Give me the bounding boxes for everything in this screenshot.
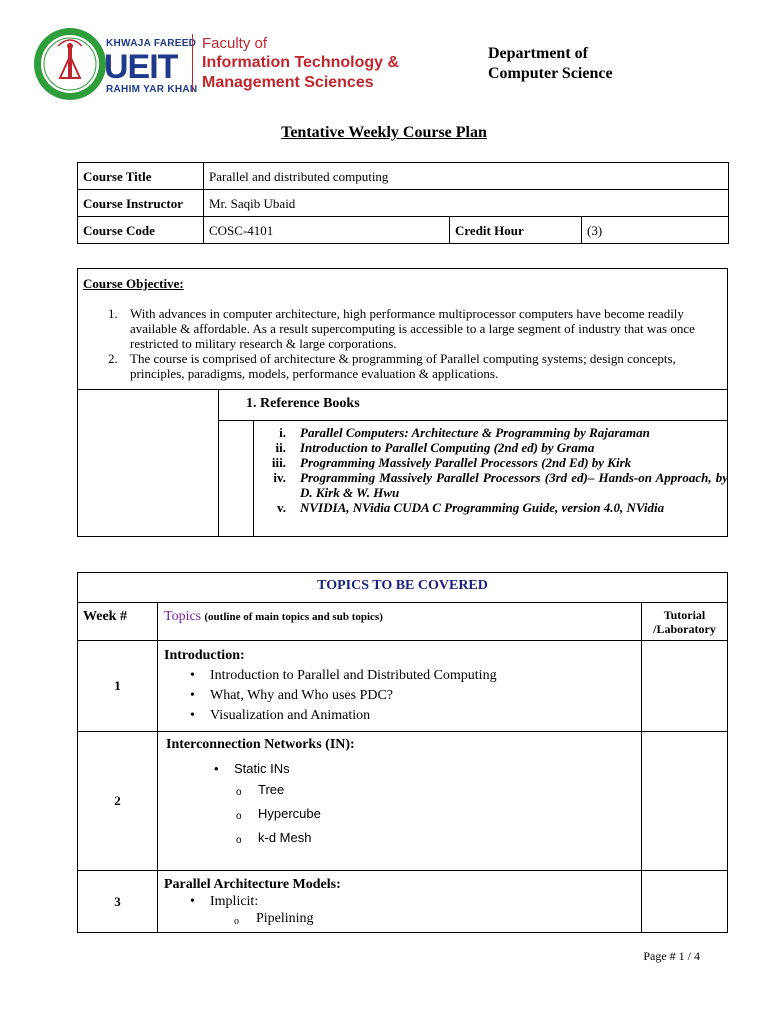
objective-item: 2. The course is comprised of architecture & programming of Parallel computing systems; design concepts, principles, paradigms, models, performance evaluation & applications. [108,351,676,381]
course-title-label: Course Title [78,163,204,190]
topic-bullet: • Visualization and Animation [210,706,635,726]
topic-bullet: • Introduction to Parallel and Distributed Computing [210,666,635,686]
objective-heading: Course Objective: [83,276,184,291]
course-objective-section [77,268,728,537]
week-column-header: Week # [78,603,158,641]
topic-sub-bullet: o Tree [258,778,635,802]
reference-book: iii. Programming Massively Parallel Processors (2nd Ed) by Kirk [271,455,632,470]
topics-table [77,572,728,933]
reference-book: iv. Programming Massively Parallel Processors (3rd ed)– Hands-on Approach, by D. Kirk & W. Hwu [273,470,728,500]
ref-grid-line [78,389,727,390]
department-name [488,44,613,84]
page-number: Page # 1 / 4 [643,949,700,963]
topic-sub-bullet: o k-d Mesh [258,826,635,850]
faculty-line-3: Management Sciences [202,74,374,91]
ref-grid-line [218,389,219,537]
brand-top-text: KHWAJA FAREED [106,38,197,49]
ueit-seal-logo [32,26,108,102]
page-title: Tentative Weekly Course Plan [281,124,487,141]
topic-bullet: • Static INs [234,761,635,776]
objective-list [100,306,720,381]
credit-hour-label: Credit Hour [450,217,582,244]
faculty-line-2: Information Technology & [202,54,400,71]
week-topic-title: Parallel Architecture Models: [164,877,341,892]
week-topics [158,641,642,732]
week-number: 2 [78,732,158,871]
reference-books-list [258,425,728,515]
faculty-line-1: Faculty of [202,35,268,52]
course-title-value: Parallel and distributed computing [204,163,729,190]
tutorial-cell [642,641,728,732]
topics-note: (outline of main topics and sub topics) [204,611,383,623]
reference-book: i. Parallel Computers: Architecture & Programming by Rajaraman [279,425,650,440]
topics-column-header [158,603,642,641]
ref-grid-line [218,420,727,421]
dept-line-2: Computer Science [488,65,613,82]
tutorial-cell [642,732,728,871]
week-topic-title: Introduction: [164,648,245,663]
tutorial-column-header: Tutorial /Laboratory [642,603,728,641]
ref-grid-line [253,420,254,537]
topic-sub-bullet: o Hypercube [258,802,635,826]
week-topics [158,871,642,933]
topic-sub-bullet: o Pipelining [256,910,635,927]
credit-hour-value: (3) [582,217,729,244]
week-row [78,641,728,732]
topic-bullet: • What, Why and Who uses PDC? [210,686,635,706]
reference-book: v. NVIDIA, NVidia CUDA C Programming Guide, version 4.0, NVidia [276,500,665,515]
brand-main-text: UEIT [104,48,178,86]
topics-label: Topics [164,609,202,624]
week-topics [158,732,642,871]
topic-bullet: • Implicit: [210,893,635,910]
week-number: 1 [78,641,158,732]
objective-item: 1. With advances in computer architecture, high performance multiprocessor computers have become readily available & affordable. As a result supercomputing is accessible to a large segment of industry that was once restricted to military research & large corporations. [108,306,695,351]
topics-heading: TOPICS TO BE COVERED [78,573,728,603]
course-info-table [77,162,729,244]
header-divider [192,34,193,92]
brand-bottom-text: RAHIM YAR KHAN [106,84,198,95]
week-row [78,732,728,871]
dept-line-1: Department of [488,45,588,62]
course-code-value: COSC-4101 [204,217,450,244]
reference-books-heading: 1. Reference Books [246,396,360,411]
instructor-value: Mr. Saqib Ubaid [204,190,729,217]
week-topic-title: Interconnection Networks (IN): [166,737,355,752]
instructor-label: Course Instructor [78,190,204,217]
week-number: 3 [78,871,158,933]
reference-book: ii. Introduction to Parallel Computing (2nd ed) by Grama [275,440,595,455]
week-row [78,871,728,933]
tutorial-cell [642,871,728,933]
course-code-label: Course Code [78,217,204,244]
